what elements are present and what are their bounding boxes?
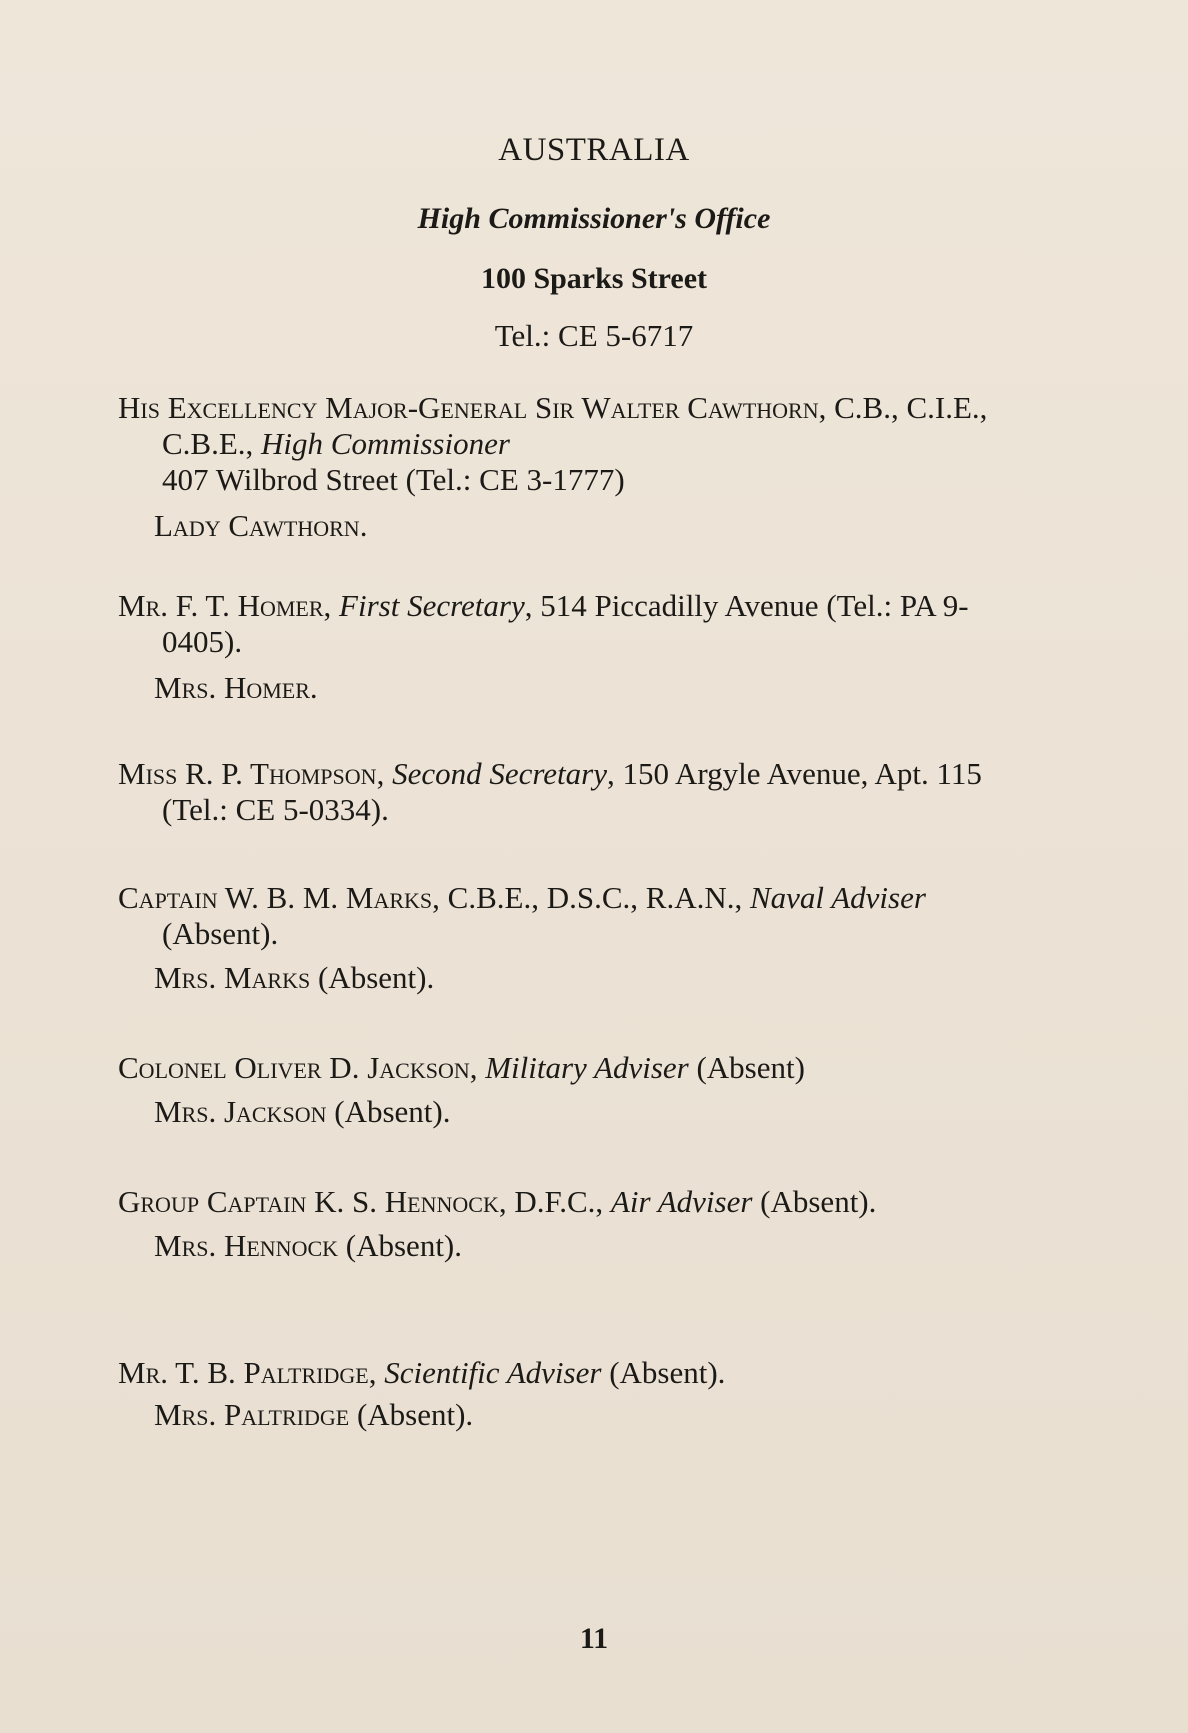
spouse-name: Mrs. Paltridge <box>154 1396 350 1432</box>
entry-details: 407 Wilbrod Street (Tel.: CE 3-1777) <box>162 461 625 497</box>
spouse-line <box>118 670 1030 706</box>
person-honours: , <box>323 588 340 623</box>
person-honours: , C.B., C.I.E., C.B.E., <box>162 390 988 461</box>
person-title: First Secretary <box>339 588 525 623</box>
person-title: High Commissioner <box>261 425 510 461</box>
spouse-name: Mrs. Homer. <box>154 669 318 705</box>
spouse-status: (Absent). <box>310 959 435 995</box>
diplomat-entry <box>118 1050 1030 1130</box>
entry-details-inline: (Absent). <box>752 1184 877 1219</box>
spouse-status: (Absent). <box>338 1227 463 1263</box>
person-name: Colonel Oliver D. Jackson <box>118 1050 470 1085</box>
country-heading: AUSTRALIA <box>498 132 690 168</box>
person-honours: , <box>469 1050 486 1085</box>
spouse-status: (Absent). <box>326 1093 451 1129</box>
entry-details-inline: (Absent). <box>162 915 279 951</box>
person-name: Captain W. B. M. Marks <box>118 880 433 915</box>
person-honours: , <box>376 756 393 791</box>
person-title: Scientific Adviser <box>384 1355 602 1390</box>
spouse-name: Lady Cawthorn. <box>154 507 368 543</box>
entry-main-line <box>118 1050 1030 1086</box>
spouse-name: Mrs. Marks <box>154 959 311 995</box>
entry-main-line <box>118 390 1030 462</box>
person-name: His Excellency Major-General Sir Walter Cawthorn <box>118 390 819 425</box>
spouse-line <box>118 1397 1030 1433</box>
diplomat-entry <box>118 588 1030 706</box>
spouse-line <box>118 1228 1030 1264</box>
office-telephone: Tel.: CE 5-6717 <box>494 318 694 353</box>
person-honours: , <box>368 1355 385 1390</box>
entry-details-inline: , 514 Piccadilly Avenue (Tel.: PA 9-0405). <box>162 588 969 659</box>
entry-main-line <box>118 756 1030 828</box>
entry-main-line <box>118 1355 1030 1391</box>
person-title: Naval Adviser <box>749 880 926 915</box>
person-honours: , C.B.E., D.S.C., R.A.N., <box>432 880 750 915</box>
person-title: Second Secretary <box>392 756 607 791</box>
entry-details-inline: (Absent). <box>601 1355 726 1390</box>
spouse-name: Mrs. Hennock <box>154 1227 339 1263</box>
spouse-line <box>118 1094 1030 1130</box>
spouse-name: Mrs. Jackson <box>154 1093 327 1129</box>
office-address: 100 Sparks Street <box>480 262 708 295</box>
spouse-line <box>118 960 1030 996</box>
diplomat-entry <box>118 1184 1030 1264</box>
diplomat-entry <box>118 390 1030 544</box>
diplomat-entry <box>118 880 1030 996</box>
diplomat-entry <box>118 1355 1030 1433</box>
person-name: Miss R. P. Thompson <box>118 756 377 791</box>
entry-main-line <box>118 588 1030 660</box>
entry-details-inline: (Absent) <box>688 1050 805 1085</box>
person-name: Mr. T. B. Paltridge <box>118 1355 369 1390</box>
spouse-line <box>118 508 1030 544</box>
entry-main-line <box>118 1184 1030 1220</box>
spouse-status: (Absent). <box>349 1396 474 1432</box>
page-number: 11 <box>579 1622 609 1655</box>
entry-main-line <box>118 880 1030 952</box>
person-title: Military Adviser <box>485 1050 689 1085</box>
diplomat-entry <box>118 756 1030 828</box>
person-honours: , D.F.C., <box>498 1184 611 1219</box>
person-title: Air Adviser <box>610 1184 753 1219</box>
person-name: Group Captain K. S. Hennock <box>118 1184 499 1219</box>
entry-details-inline: , 150 Argyle Avenue, Apt. 115 (Tel.: CE 5-0334). <box>162 756 982 827</box>
office-heading: High Commissioner's Office <box>417 202 771 235</box>
person-name: Mr. F. T. Homer <box>118 588 324 623</box>
